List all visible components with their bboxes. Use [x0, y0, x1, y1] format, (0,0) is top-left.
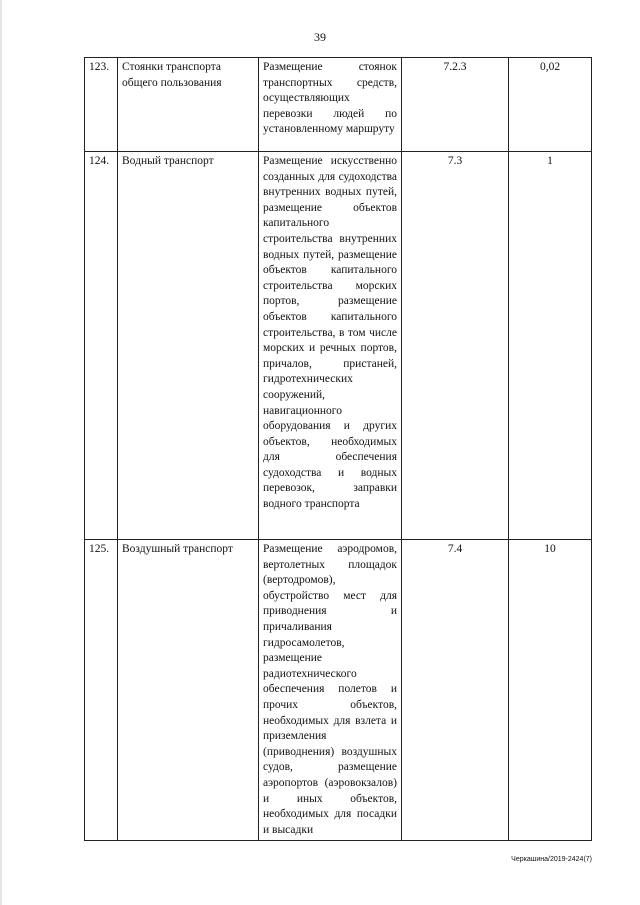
- row-number: 124.: [85, 152, 118, 540]
- table-row: [85, 58, 592, 152]
- scan-edge: [0, 0, 2, 905]
- row-name: Водный транспорт: [118, 152, 259, 540]
- row-value: 10: [509, 540, 592, 841]
- table-row: [85, 152, 592, 540]
- row-number: 123.: [85, 58, 118, 152]
- row-description: Размещение искусственно созданных для судоходства внутренних водных путей, размещение объектов капитального строительства внутренних водных путей, размещение объектов капитального строительства морских портов, размещение объектов капитального строительства, в том числе морских и речных портов, причалов, пристаней, гидротехнических сооружений, навигационного оборудования и других объектов, необходимых для обеспечения судоходства и водных перевозок, заправки водного транспорта: [259, 152, 402, 540]
- row-code: 7.4: [402, 540, 509, 841]
- land-use-table: [84, 57, 592, 841]
- row-name: Воздушный транспорт: [118, 540, 259, 841]
- row-number: 125.: [85, 540, 118, 841]
- row-code: 7.3: [402, 152, 509, 540]
- document-reference: Черкашина/2019-2424(7): [511, 856, 592, 863]
- row-value: 1: [509, 152, 592, 540]
- table-row: [85, 540, 592, 841]
- row-description: Размещение стоянок транспортных средств, осуществляющих перевозки людей по установленному маршруту: [259, 58, 402, 152]
- row-description: Размещение аэродромов, вертолетных площадок (вертодромов), обустройство мест для приводнения и причаливания гидросамолетов, размещение радиотехнического обеспечения полетов и прочих объектов, необходимых для взлета и приземления (приводнения) воздушных судов, размещение аэропортов (аэровокзалов) и иных объектов, необходимых для посадки и высадки: [259, 540, 402, 841]
- row-name: Стоянки транспорта общего пользования: [118, 58, 259, 152]
- page-number: 39: [314, 30, 326, 44]
- row-value: 0,02: [509, 58, 592, 152]
- row-code: 7.2.3: [402, 58, 509, 152]
